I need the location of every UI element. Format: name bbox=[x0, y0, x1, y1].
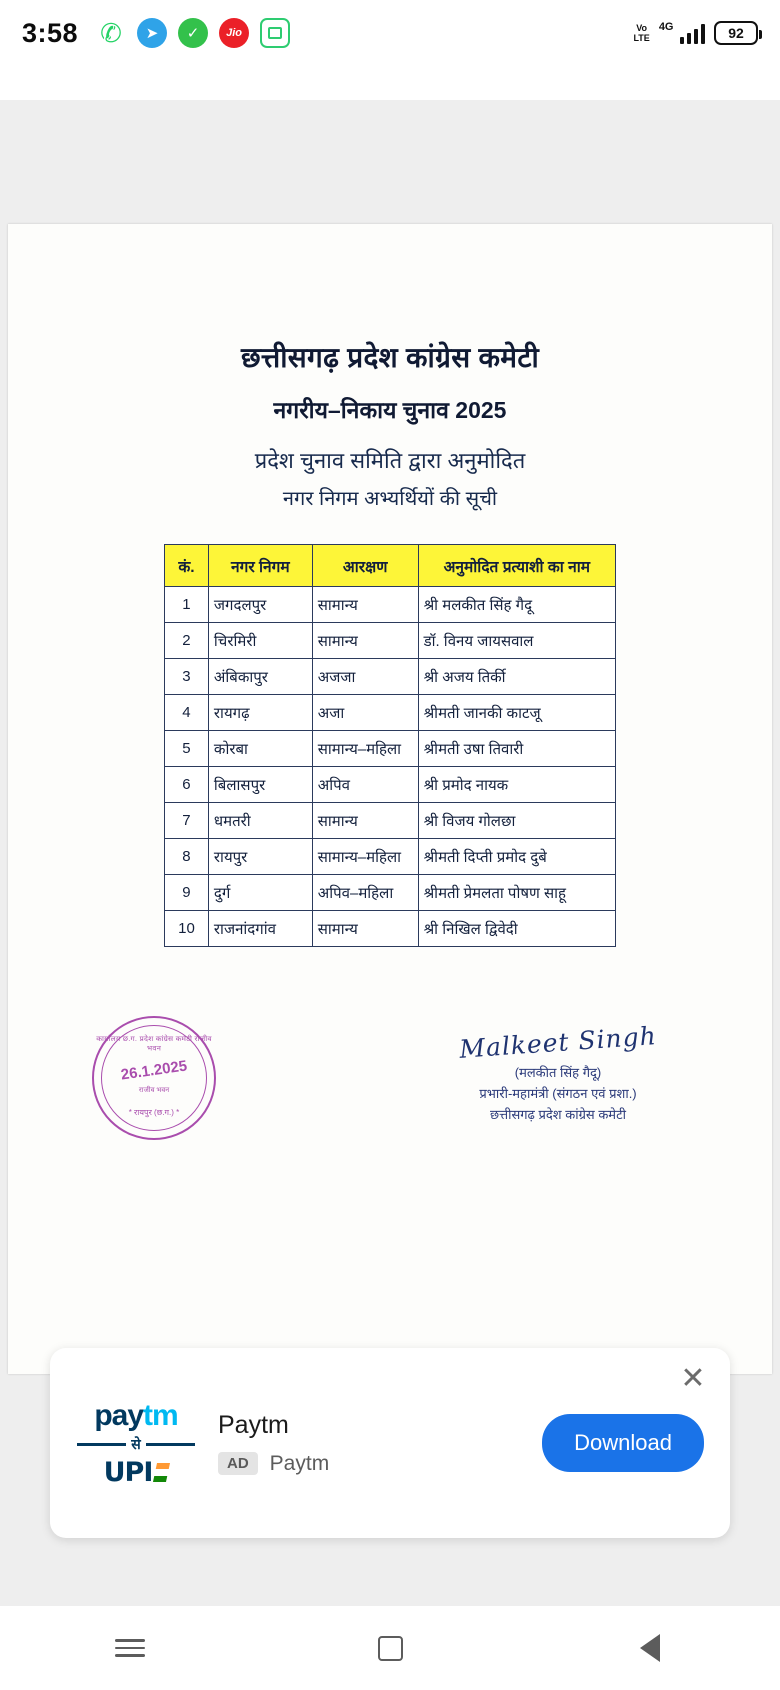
cell-reservation: सामान्य–महिला bbox=[312, 839, 418, 875]
stamp-date: 26.1.2025 bbox=[119, 1057, 189, 1084]
ad-meta-row bbox=[218, 1452, 542, 1476]
cell-sn: 5 bbox=[165, 731, 209, 767]
candidates-table bbox=[164, 544, 616, 947]
cell-reservation: अपिव bbox=[312, 767, 418, 803]
cell-name: श्रीमती दिप्ती प्रमोद दुबे bbox=[418, 839, 615, 875]
cell-reservation: सामान्य–महिला bbox=[312, 731, 418, 767]
cell-reservation: सामान्य bbox=[312, 911, 418, 947]
cell-name: श्रीमती प्रेमलता पोषण साहू bbox=[418, 875, 615, 911]
document-line-3: प्रदेश चुनाव समिति द्वारा अनुमोदित bbox=[254, 448, 526, 473]
table-header-row bbox=[165, 545, 616, 587]
cell-sn: 2 bbox=[165, 623, 209, 659]
ad-title: Paytm bbox=[218, 1410, 289, 1439]
india-flag-icon bbox=[153, 1463, 170, 1482]
stamp-mid-text: राजीव भवन bbox=[138, 1087, 170, 1094]
messages-icon bbox=[260, 18, 290, 48]
recent-apps-button[interactable] bbox=[70, 1618, 190, 1678]
network-type-label: 4G bbox=[658, 21, 674, 33]
cell-reservation: अपिव–महिला bbox=[312, 875, 418, 911]
status-bar-system-icons bbox=[633, 21, 758, 45]
status-bar-notification-icons bbox=[96, 18, 290, 48]
se-rule-right bbox=[146, 1443, 195, 1446]
cell-sn: 9 bbox=[165, 875, 209, 911]
ad-badge: AD bbox=[218, 1452, 258, 1475]
cell-name: श्री विजय गोलछा bbox=[418, 803, 615, 839]
ad-text-block bbox=[218, 1411, 542, 1476]
signatory-role: प्रभारी-महामंत्री (संगठन एवं प्रशा.) bbox=[479, 1086, 637, 1101]
cell-city: रायपुर bbox=[208, 839, 312, 875]
cell-sn: 7 bbox=[165, 803, 209, 839]
whatsapp-icon: ✆ bbox=[96, 18, 126, 48]
cell-city: दुर्ग bbox=[208, 875, 312, 911]
status-bar-clock: 3:58 bbox=[22, 17, 79, 48]
se-rule-left bbox=[77, 1443, 126, 1446]
signatory-organisation: छत्तीसगढ़ प्रदेश कांग्रेस कमेटी bbox=[489, 1107, 626, 1122]
cell-city: जगदलपुर bbox=[208, 587, 312, 623]
stamp-top-text: कार्यालय छ.ग. प्रदेश कांग्रेस कमेटी राजीव भवन bbox=[96, 1034, 212, 1053]
paytm-se-row bbox=[77, 1435, 195, 1454]
se-label: से bbox=[131, 1435, 141, 1452]
volte-icon bbox=[633, 23, 649, 43]
cell-reservation: सामान्य bbox=[312, 587, 418, 623]
cell-sn: 10 bbox=[165, 911, 209, 947]
ad-advertiser-name: Paytm bbox=[269, 1451, 330, 1475]
cell-name: श्री प्रमोद नायक bbox=[418, 767, 615, 803]
paytm-logo bbox=[76, 1396, 196, 1490]
table-row bbox=[165, 911, 616, 947]
table-row bbox=[165, 659, 616, 695]
home-square-icon bbox=[378, 1636, 403, 1661]
cell-name: श्री अजय तिर्की bbox=[418, 659, 615, 695]
cell-sn: 1 bbox=[165, 587, 209, 623]
signatory-name: (मलकीत सिंह गैदू) bbox=[514, 1065, 602, 1080]
cell-reservation: सामान्य bbox=[312, 803, 418, 839]
table-row bbox=[165, 767, 616, 803]
paytm-wordmark-tm: tm bbox=[143, 1398, 178, 1432]
close-icon[interactable]: ✕ bbox=[680, 1362, 706, 1395]
cell-name: श्रीमती जानकी काटजू bbox=[418, 695, 615, 731]
paytm-wordmark-pay: pay bbox=[94, 1398, 144, 1432]
table-row bbox=[165, 875, 616, 911]
cell-name: श्री निखिल द्विवेदी bbox=[418, 911, 615, 947]
viewer-top-spacer bbox=[0, 66, 780, 100]
table-row bbox=[165, 803, 616, 839]
paytm-wordmark bbox=[94, 1399, 177, 1433]
download-button[interactable]: Download bbox=[542, 1414, 704, 1472]
handwritten-signature: Malkeet Singh bbox=[458, 1021, 658, 1064]
cell-city: राजनांदगांव bbox=[208, 911, 312, 947]
cell-sn: 6 bbox=[165, 767, 209, 803]
green-app-icon: ✓ bbox=[178, 18, 208, 48]
home-button[interactable] bbox=[330, 1618, 450, 1678]
table-header-city: नगर निगम bbox=[208, 545, 312, 587]
table-row bbox=[165, 695, 616, 731]
stamp-bottom-text: * रायपुर (छ.ग.) * bbox=[128, 1108, 180, 1117]
table-header-name: अनुमोदित प्रत्याशी का नाम bbox=[418, 545, 615, 587]
cell-city: कोरबा bbox=[208, 731, 312, 767]
cell-reservation: अजा bbox=[312, 695, 418, 731]
menu-icon bbox=[115, 1639, 145, 1657]
signature-block bbox=[408, 1021, 708, 1123]
cell-sn: 3 bbox=[165, 659, 209, 695]
cell-sn: 4 bbox=[165, 695, 209, 731]
document-subtitle: नगरीय–निकाय चुनाव 2025 bbox=[273, 397, 507, 423]
system-navigation-bar bbox=[0, 1606, 780, 1690]
back-button[interactable] bbox=[590, 1618, 710, 1678]
cell-city: रायगढ़ bbox=[208, 695, 312, 731]
telegram-icon: ➤ bbox=[137, 18, 167, 48]
upi-label: UPI bbox=[103, 1456, 153, 1488]
table-header-sn: कं. bbox=[165, 545, 209, 587]
volte-line1: Vo bbox=[636, 23, 648, 33]
document-line-4: नगर निगम अभ्यर्थियों की सूची bbox=[282, 488, 498, 510]
table-header-res: आरक्षण bbox=[312, 545, 418, 587]
back-triangle-icon bbox=[640, 1634, 660, 1662]
document-page[interactable] bbox=[8, 224, 772, 1374]
cell-reservation: सामान्य bbox=[312, 623, 418, 659]
cell-name: श्रीमती उषा तिवारी bbox=[418, 731, 615, 767]
cell-sn: 8 bbox=[165, 839, 209, 875]
cell-city: धमतरी bbox=[208, 803, 312, 839]
battery-icon bbox=[714, 21, 758, 45]
viewer-left-edge bbox=[0, 224, 8, 1374]
table-row bbox=[165, 623, 616, 659]
volte-line2: LTE bbox=[633, 33, 650, 43]
cell-name: श्री मलकीत सिंह गैदू bbox=[418, 587, 615, 623]
battery-percent-label: 92 bbox=[728, 25, 744, 41]
upi-logo bbox=[104, 1457, 169, 1488]
cell-city: बिलासपुर bbox=[208, 767, 312, 803]
official-stamp bbox=[92, 1016, 216, 1140]
table-row bbox=[165, 839, 616, 875]
document-content bbox=[8, 338, 772, 1374]
cell-reservation: अजजा bbox=[312, 659, 418, 695]
signal-strength-icon bbox=[680, 22, 706, 44]
table-row bbox=[165, 731, 616, 767]
cell-city: अंबिकापुर bbox=[208, 659, 312, 695]
advertisement-card[interactable] bbox=[50, 1348, 730, 1538]
document-title: छत्तीसगढ़ प्रदेश कांग्रेस कमेटी bbox=[240, 342, 540, 373]
cell-city: चिरमिरी bbox=[208, 623, 312, 659]
cell-name: डॉ. विनय जायसवाल bbox=[418, 623, 615, 659]
status-bar bbox=[0, 0, 780, 66]
table-row bbox=[165, 587, 616, 623]
jio-icon: Jio bbox=[219, 18, 249, 48]
